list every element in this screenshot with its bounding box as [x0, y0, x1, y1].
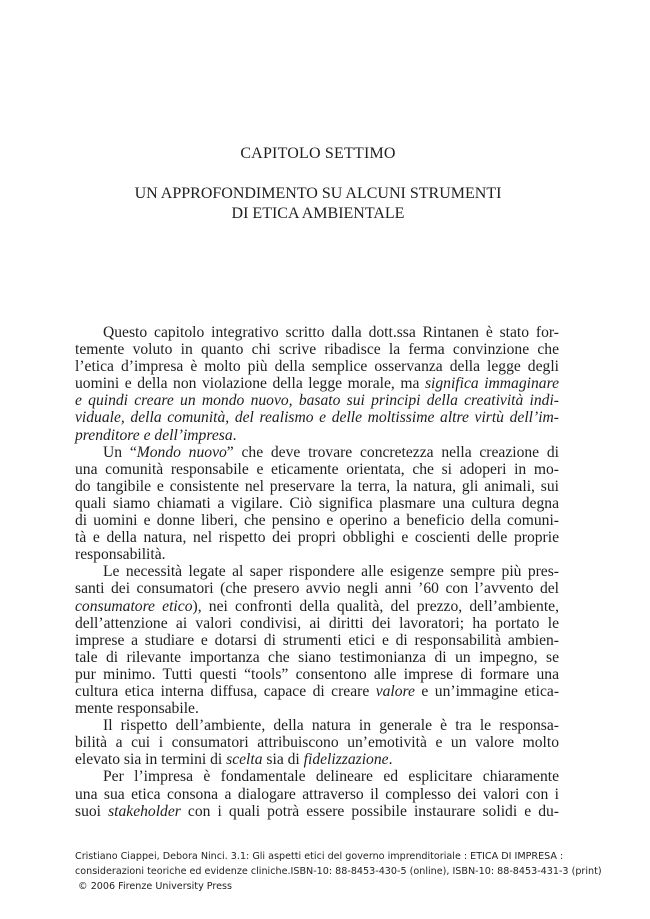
italic-text: Mondo nuovo [136, 443, 227, 461]
chapter-title-line: DI ETICA AMBIENTALE [231, 205, 405, 222]
text-segment: ” che deve trovare concretezza nella creazione di [226, 443, 559, 461]
text-line [75, 700, 559, 717]
text-segment: imprese a studiare e dotarsi di strumenti etici e di responsabilità ambien- [75, 631, 559, 649]
text-segment: responsabilità. [75, 546, 166, 564]
text-line [75, 341, 559, 358]
text-line [75, 598, 559, 615]
text-segment: cultura etica interna diffusa, capace di creare [75, 682, 376, 700]
text-line [75, 324, 559, 341]
text-segment: quali siamo chiamati a vigilare. Ciò significa plasmare una cultura degna [75, 494, 559, 512]
italic-text: consumatore etico [75, 597, 193, 615]
text-segment: mente responsabile. [75, 700, 199, 718]
text-line [75, 461, 559, 478]
text-segment: Questo capitolo integrativo scritto dalla dott.ssa Rintanen è stato for- [103, 324, 559, 341]
italic-text: valore [375, 682, 415, 700]
text-segment: do tangibile e consistente nel preservare la terra, la natura, gli animali, sui [75, 477, 559, 495]
text-line [75, 563, 559, 580]
footer-line: considerazioni teoriche ed evidenze cliniche.ISBN-10: 88-8453-430-5 (online), ISBN-10: 88-8453-431-3 (print) [75, 866, 602, 877]
text-segment: pur minimo. Tutti questi “tools” consentono alle imprese di formare una [75, 665, 559, 683]
footer-line: © 2006 Firenze University Press [75, 881, 233, 892]
text-segment: Il rispetto dell’ambiente, della natura in generale è tra le responsa- [103, 717, 559, 735]
text-segment: santi dei consumatori (che presero avvio negli anni ’60 con l’avvento del [75, 580, 559, 598]
text-line [75, 478, 559, 495]
text-line [75, 786, 559, 803]
text-segment: uomini e della non violazione della legge morale, ma [75, 375, 425, 393]
text-segment: Per l’impresa è fondamentale delineare ed esplicitare chiaramente [103, 768, 559, 786]
chapter-title-line: UN APPROFONDIMENTO SU ALCUNI STRUMENTI [134, 185, 502, 202]
text-segment: una comunità responsabile e eticamente orientata, che si adoperi in mo- [75, 460, 559, 478]
text-segment: l’etica d’impresa è molto più della semplice osservanza della legge degli [75, 358, 559, 376]
text-segment: tale di rilevante importanza che siano testimonianza di un impegno, se [75, 648, 559, 666]
text-line [75, 375, 559, 392]
text-segment: temente voluto in quanto chi scrive ribadisce la ferma convinzione che [75, 341, 559, 359]
text-segment: . [232, 426, 237, 444]
text-line [75, 444, 559, 461]
text-segment: suoi [75, 802, 109, 820]
text-line [75, 734, 559, 751]
text-line [75, 529, 559, 546]
text-line [75, 512, 559, 529]
text-segment: elevato sia in termini di [75, 751, 227, 769]
text-segment: Un “ [103, 443, 137, 461]
text-line [75, 751, 559, 768]
italic-text: significa immaginare [424, 375, 559, 393]
citation-footer [75, 849, 602, 894]
text-line [75, 768, 559, 785]
chapter-heading: CAPITOLO SETTIMO [240, 145, 396, 162]
text-line [75, 427, 559, 444]
text-segment: ), nei confronti della qualità, del prezzo, dell’ambiente, [192, 597, 559, 615]
italic-text: e quindi creare un mondo nuovo, basato sui principi della creatività indi- [75, 392, 559, 410]
text-segment: dell’attenzione ai valori condivisi, ai diritti dei lavoratori; ha portato le [75, 614, 559, 632]
text-line [75, 683, 559, 700]
text-segment: e un’immagine etica- [414, 682, 560, 700]
text-line [75, 666, 559, 683]
text-line [75, 632, 559, 649]
text-segment: Le necessità legate al saper rispondere alle esigenze sempre più pres- [103, 563, 559, 581]
italic-text: prenditore e dell’impresa [75, 426, 233, 444]
text-segment: di uomini e donne liberi, che pensino e operino a beneficio della comuni- [75, 512, 559, 530]
italic-text: fidelizzazione [303, 751, 389, 769]
text-line [75, 803, 559, 820]
body-text [75, 324, 559, 820]
text-line [75, 649, 559, 666]
text-segment: con i quali potrà essere possibile instaurare solidi e du- [180, 802, 559, 820]
text-line [75, 546, 559, 563]
text-segment: tà e della natura, nel rispetto dei propri obblighi e coscienti delle proprie [75, 529, 559, 547]
text-line [75, 495, 559, 512]
italic-text: scelta [226, 751, 263, 769]
footer-line: Cristiano Ciappei, Debora Ninci. 3.1: Gli aspetti etici del governo imprenditoriale : ETICA DI IMPRESA : [75, 851, 564, 862]
text-segment: . [388, 751, 393, 769]
text-line [75, 580, 559, 597]
text-segment: bilità a cui i consumatori attribuiscono un’emotività e un valore molto [75, 734, 559, 752]
text-line [75, 358, 559, 375]
chapter-title [0, 184, 636, 224]
text-line [75, 409, 559, 426]
italic-text: viduale, della comunità, del realismo e delle moltissime altre virtù dell’im- [75, 409, 559, 427]
text-line [75, 717, 559, 734]
text-line [75, 615, 559, 632]
text-segment: sia di [262, 751, 304, 769]
text-segment: una sua etica consona a dialogare attraverso il complesso dei valori con i [75, 785, 559, 803]
italic-text: stakeholder [108, 802, 181, 820]
text-line [75, 392, 559, 409]
